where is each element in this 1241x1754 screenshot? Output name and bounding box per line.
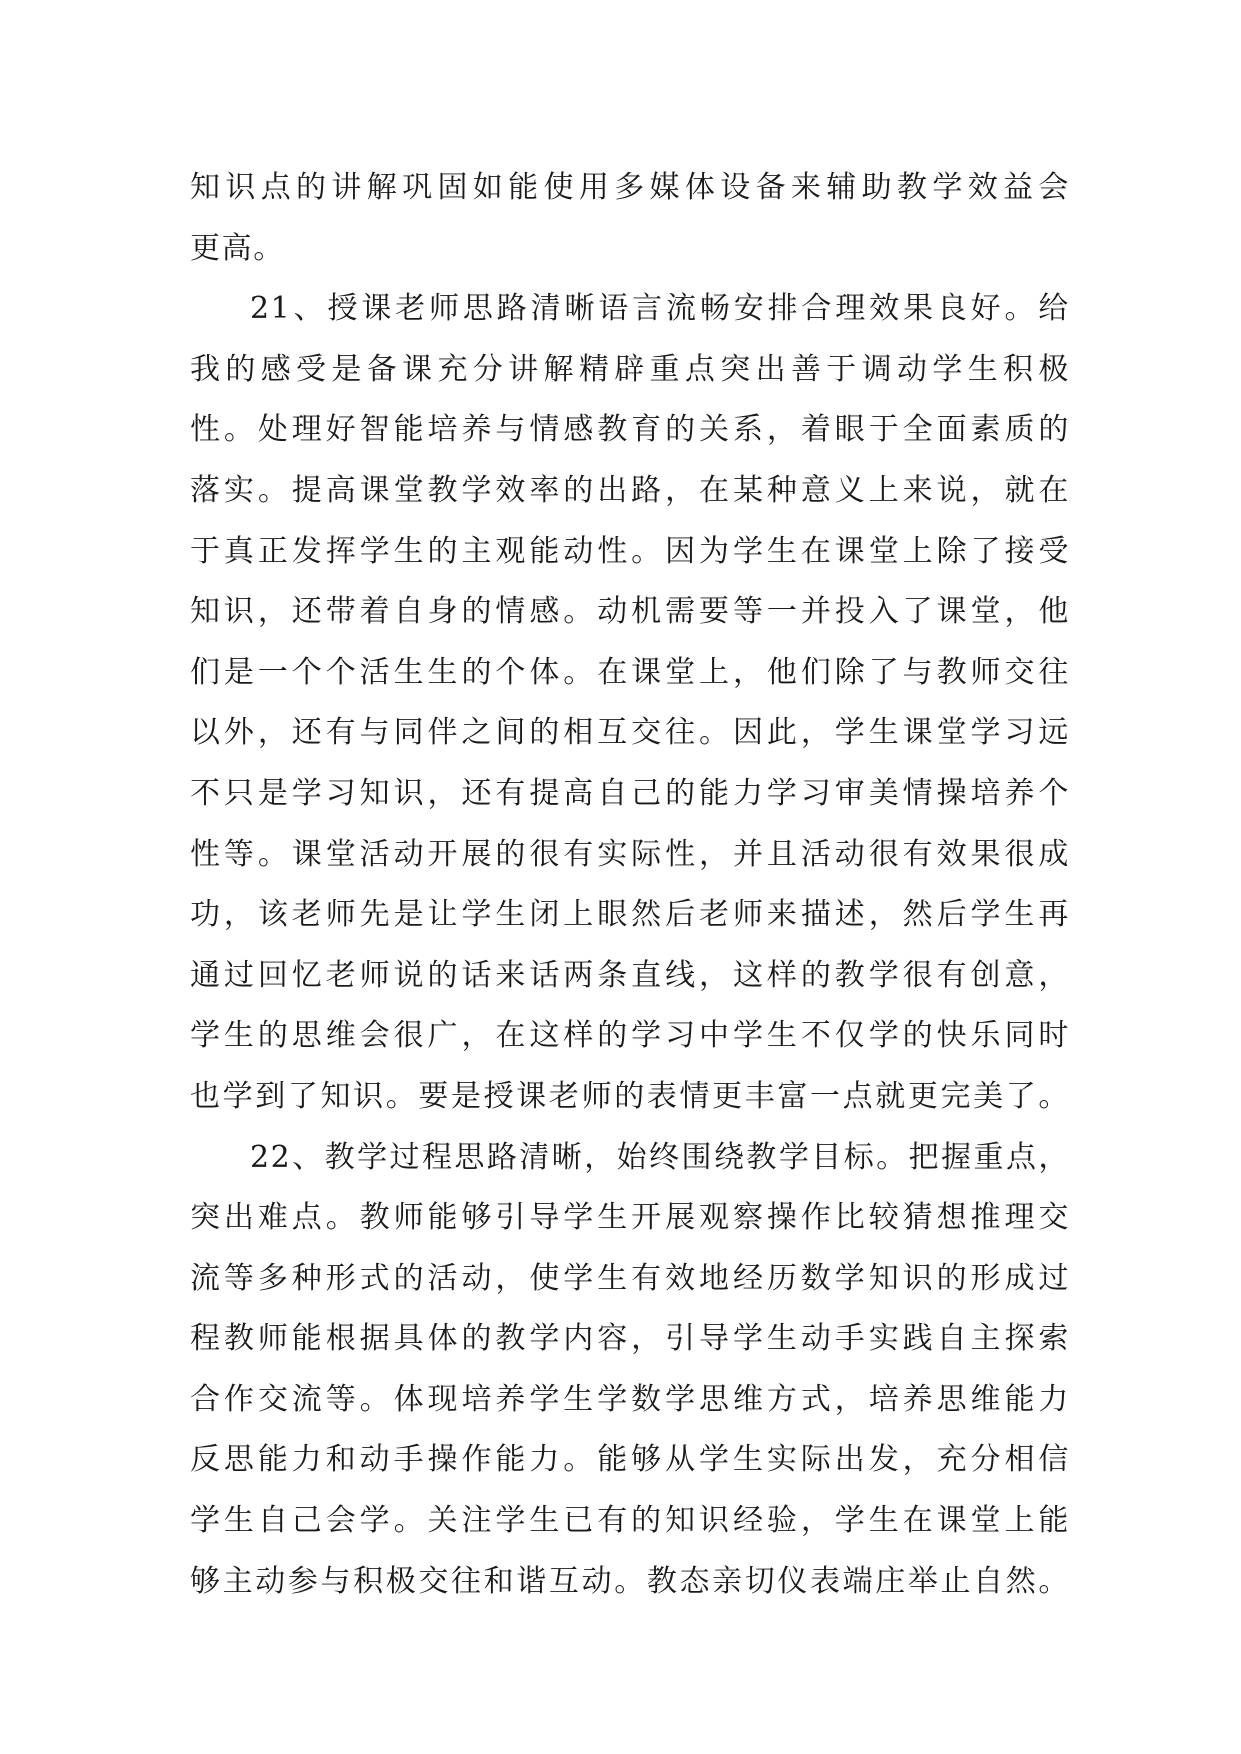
text-line: 不只是学习知识，还有提高自己的能力学习审美情操培养个 (190, 775, 1070, 811)
text-line: 性。处理好智能培养与情感教育的关系，着眼于全面素质的 (190, 412, 1070, 448)
text-line: 落实。提高课堂教学效率的出路，在某种意义上来说，就在 (190, 472, 1070, 508)
text-line: 通过回忆老师说的话来话两条直线，这样的教学很有创意， (190, 957, 1070, 993)
text-line: 突出难点。教师能够引导学生开展观察操作比较猜想推理交 (190, 1200, 1070, 1236)
text-line: 反思能力和动手操作能力。能够从学生实际出发，充分相信 (190, 1442, 1070, 1478)
text-line: 以外，还有与同伴之间的相互交往。因此，学生课堂学习远 (190, 715, 1070, 751)
text-line: 学生自己会学。关注学生已有的知识经验，学生在课堂上能 (190, 1503, 1070, 1539)
text-line: 们是一个个活生生的个体。在课堂上，他们除了与教师交往 (190, 654, 1070, 690)
text-line: 功，该老师先是让学生闭上眼然后老师来描述，然后学生再 (190, 897, 1070, 933)
body-text (190, 158, 1070, 1612)
text-line: 够主动参与积极交往和谐互动。教态亲切仪表端庄举止自然。 (190, 1563, 1070, 1599)
text-line: 21、授课老师思路清晰语言流畅安排合理效果良好。给 (250, 291, 1070, 327)
text-line: 于真正发挥学生的主观能动性。因为学生在课堂上除了接受 (190, 533, 1070, 569)
text-line: 程教师能根据具体的教学内容，引导学生动手实践自主探索 (190, 1321, 1070, 1357)
text-line: 学生的思维会很广，在这样的学习中学生不仅学的快乐同时 (190, 1018, 1070, 1054)
text-line: 知识，还带着自身的情感。动机需要等一并投入了课堂，他 (190, 594, 1070, 630)
text-line: 合作交流等。体现培养学生学数学思维方式，培养思维能力 (190, 1381, 1070, 1417)
text-line: 我的感受是备课充分讲解精辟重点突出善于调动学生积极 (190, 351, 1070, 387)
text-line: 知识点的讲解巩固如能使用多媒体设备来辅助教学效益会 (190, 170, 1070, 205)
text-line: 流等多种形式的活动，使学生有效地经历数学知识的形成过 (190, 1260, 1070, 1296)
text-line: 性等。课堂活动开展的很有实际性，并且活动很有效果很成 (190, 836, 1070, 872)
text-line: 22、教学过程思路清晰，始终围绕教学目标。把握重点， (250, 1139, 1070, 1175)
text-line: 也学到了知识。要是授课老师的表情更丰富一点就更完美了。 (190, 1078, 1070, 1114)
text-line: 更高。 (190, 230, 285, 266)
